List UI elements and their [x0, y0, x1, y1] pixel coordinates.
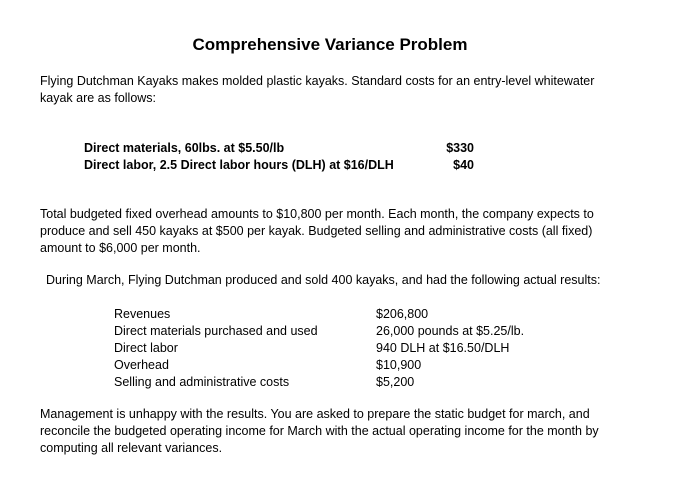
- actual-results-table: [114, 306, 564, 391]
- actual-result-row: [114, 306, 564, 323]
- overhead-paragraph: Total budgeted fixed overhead amounts to $10,800 per month. Each month, the company expects to produce and sell 450 kayaks at $500 per kayak. Budgeted selling and administrative costs (all fixed) amount to $6,000 per month.: [40, 207, 594, 255]
- standard-cost-value: $40: [453, 158, 474, 172]
- actual-result-row: [114, 374, 564, 391]
- actual-result-label: Revenues: [114, 307, 171, 321]
- actual-result-value: $206,800: [376, 307, 429, 321]
- actual-result-label: Direct labor: [114, 341, 178, 355]
- march-paragraph: During March, Flying Dutchman produced and sold 400 kayaks, and had the following actual results:: [46, 273, 601, 287]
- actual-result-value: $5,200: [376, 375, 415, 389]
- actual-result-value: 940 DLH at $16.50/DLH: [376, 341, 510, 355]
- actual-result-row: [114, 323, 564, 340]
- actual-result-row: [114, 340, 564, 357]
- standard-cost-label: Direct labor, 2.5 Direct labor hours (DLH) at $16/DLH: [84, 158, 394, 172]
- actual-result-row: [114, 357, 564, 374]
- standard-cost-label: Direct materials, 60lbs. at $5.50/lb: [84, 141, 285, 155]
- actual-result-label: Overhead: [114, 358, 169, 372]
- standard-costs-table: [84, 140, 474, 174]
- actual-result-value: $10,900: [376, 358, 422, 372]
- actual-result-label: Direct materials purchased and used: [114, 324, 318, 338]
- standard-cost-row: [84, 140, 474, 157]
- page-title: Comprehensive Variance Problem: [192, 35, 468, 54]
- intro-paragraph: Flying Dutchman Kayaks makes molded plastic kayaks. Standard costs for an entry-level whitewater kayak are as follows:: [40, 74, 595, 105]
- actual-result-value: 26,000 pounds at $5.25/lb.: [376, 324, 525, 338]
- closing-paragraph: Management is unhappy with the results. You are asked to prepare the static budget for march, and reconcile the budgeted operating income for March with the actual operating income for the month by computing all relevant variances.: [40, 407, 599, 455]
- actual-result-label: Selling and administrative costs: [114, 375, 290, 389]
- standard-cost-value: $330: [446, 141, 474, 155]
- standard-cost-row: [84, 157, 474, 174]
